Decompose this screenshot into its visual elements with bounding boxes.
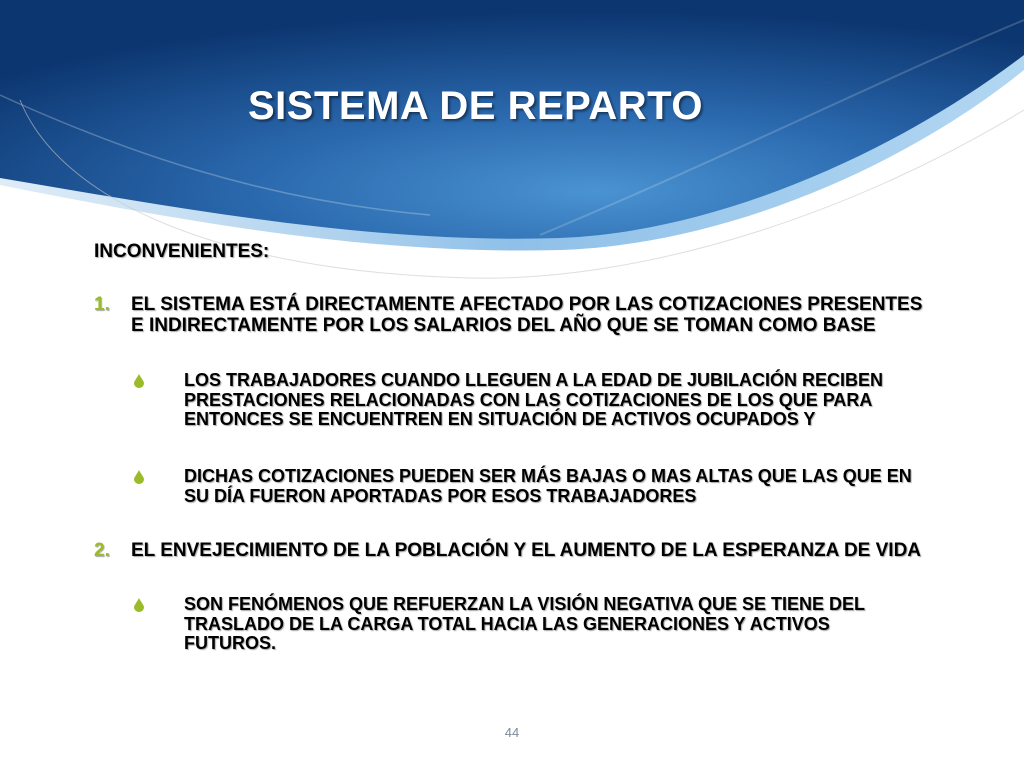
- slide-title: SISTEMA DE REPARTO: [248, 84, 703, 128]
- list-item: [94, 540, 924, 561]
- sub-item-text: SON FENÓMENOS QUE REFUERZAN LA VISIÓN NEGATIVA QUE SE TIENE DEL TRASLADO DE LA CARGA TOTAL HACIA LAS GENERACIONES Y ACTIVOS FUTUROS.: [184, 594, 865, 653]
- droplet-icon: [134, 598, 144, 612]
- section-heading: INCONVENIENTES:: [94, 241, 270, 262]
- sub-list-item: [134, 371, 914, 430]
- list-item: [94, 294, 924, 336]
- droplet-icon: [134, 374, 144, 388]
- sub-list-item: [134, 595, 914, 654]
- sub-item-text: DICHAS COTIZACIONES PUEDEN SER MÁS BAJAS O MAS ALTAS QUE LAS QUE EN SU DÍA FUERON APORTADAS POR ESOS TRABAJADORES: [184, 466, 912, 506]
- sub-list-item: [134, 467, 914, 506]
- item-number: 1.: [94, 294, 110, 315]
- item-text: EL ENVEJECIMIENTO DE LA POBLACIÓN Y EL AUMENTO DE LA ESPERANZA DE VIDA: [131, 540, 922, 561]
- item-text: EL SISTEMA ESTÁ DIRECTAMENTE AFECTADO POR LAS COTIZACIONES PRESENTES E INDIRECTAMENTE POR LOS SALARIOS DEL AÑO QUE SE TOMAN COMO BASE: [131, 294, 923, 336]
- droplet-icon: [134, 470, 144, 484]
- page-number: 44: [504, 725, 520, 740]
- item-number: 2.: [94, 540, 110, 561]
- sub-item-text: LOS TRABAJADORES CUANDO LLEGUEN A LA EDAD DE JUBILACIÓN RECIBEN PRESTACIONES RELACIONADAS CON LAS COTIZACIONES DE LOS QUE PARA ENTONCES SE ENCUENTREN EN SITUACIÓN DE ACTIVOS OCUPADOS Y: [184, 370, 884, 429]
